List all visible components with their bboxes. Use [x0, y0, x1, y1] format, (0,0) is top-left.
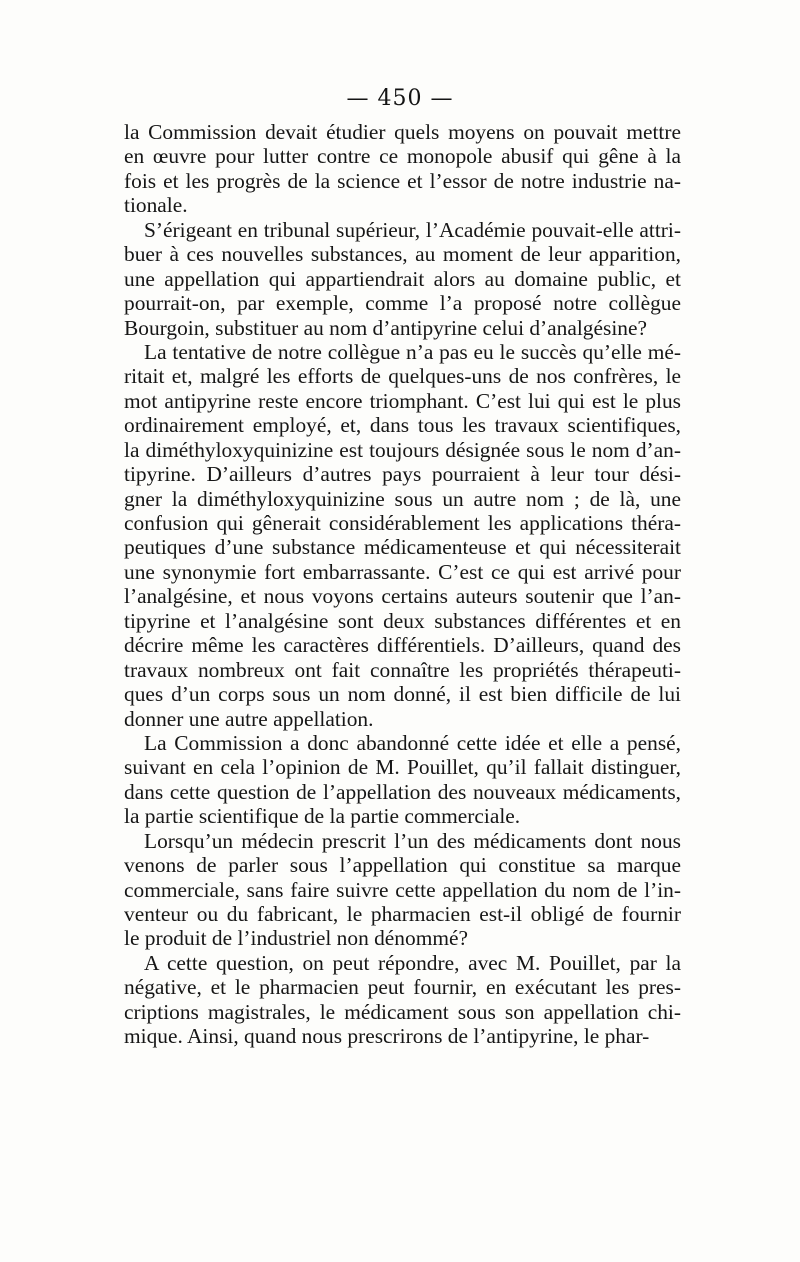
text-line: pourrait-on, par exemple, comme l’a proposé notre collègue [124, 291, 681, 316]
paragraph-p6 [124, 951, 681, 1049]
text-line: suivant en cela l’opinion de M. Pouillet, qu’il fallait distinguer, [124, 755, 681, 780]
text-line: dans cette question de l’appellation des nouveaux médicaments, [124, 779, 681, 804]
text-line: décrire même les caractères différentiels. D’ailleurs, quand des [124, 633, 681, 658]
text-line: buer à ces nouvelles substances, au moment de leur apparition, [124, 242, 681, 267]
text-line: mot antipyrine reste encore triomphant. C’est lui qui est le plus [124, 388, 681, 413]
paragraph-p3 [124, 340, 681, 731]
text-line: La tentative de notre collègue n’a pas eu le succès qu’elle mé- [144, 339, 681, 364]
text-line: peutiques d’une substance médicamenteuse et qui nécessiterait [124, 535, 681, 560]
text-line: donner une autre appellation. [124, 706, 374, 731]
text-line: tipyrine. D’ailleurs d’autres pays pourraient à leur tour dési- [124, 462, 681, 487]
text-line: la diméthyloxyquinizine est toujours désignée sous le nom d’an- [124, 437, 681, 462]
text-line: La Commission a donc abandonné cette idée et elle a pensé, [144, 730, 681, 755]
text-line: venons de parler sous l’appellation qui constitue sa marque [124, 853, 681, 878]
text-line: tipyrine et l’analgésine sont deux substances différentes et en [124, 608, 681, 633]
text-line: une appellation qui appartiendrait alors au domaine public, et [124, 266, 681, 291]
paragraph-p2 [124, 218, 681, 340]
text-line: ordinairement employé, et, dans tous les travaux scientifiques, [124, 413, 681, 438]
paragraph-p1 [124, 120, 681, 218]
text-line: ritait et, malgré les efforts de quelques-uns de nos confrères, le [124, 364, 681, 389]
text-line: A cette question, on peut répondre, avec M. Pouillet, par la [144, 950, 681, 975]
text-line: tionale. [124, 193, 188, 218]
text-line: gner la diméthyloxyquinizine sous un autre nom ; de là, une [124, 486, 681, 511]
text-line: en œuvre pour lutter contre ce monopole abusif qui gêne à la [124, 144, 681, 169]
paragraph-p4 [124, 731, 681, 829]
text-line: venteur ou du fabricant, le pharmacien est-il obligé de fournir [124, 902, 681, 926]
text-line: la Commission devait étudier quels moyens on pouvait mettre [124, 120, 681, 144]
text-line: confusion qui gênerait considérablement les applications théra- [124, 511, 681, 535]
text-line: travaux nombreux ont fait connaître les propriétés thérapeuti- [124, 657, 681, 682]
text-line: la partie scientifique de la partie commerciale. [124, 804, 521, 829]
text-line: le produit de l’industriel non dénommé? [124, 926, 468, 951]
page-number-header: — 450 — [346, 86, 454, 111]
text-line: Lorsqu’un médecin prescrit l’un des médicaments dont nous [144, 828, 681, 853]
text-line: S’érigeant en tribunal supérieur, l’Académie pouvait-elle attri- [144, 217, 681, 242]
text-line: une synonymie fort embarrassante. C’est ce qui est arrivé pour [124, 559, 681, 584]
text-line: l’analgésine, et nous voyons certains auteurs soutenir que l’an- [124, 584, 681, 609]
text-line: fois et les progrès de la science et l’essor de notre industrie na- [124, 168, 681, 193]
text-line: Bourgoin, substituer au nom d’antipyrine celui d’analgésine? [124, 315, 647, 340]
paragraph-p5 [124, 829, 681, 951]
body-text [124, 120, 681, 1049]
text-line: commerciale, sans faire suivre cette appellation du nom de l’in- [124, 877, 681, 902]
text-line: ques d’un corps sous un nom donné, il est bien difficile de lui [124, 682, 681, 707]
text-line: criptions magistrales, le médicament sous son appellation chi- [124, 999, 681, 1024]
text-line: négative, et le pharmacien peut fournir, en exécutant les pres- [124, 975, 681, 1000]
text-line: mique. Ainsi, quand nous prescrirons de l’antipyrine, le phar- [124, 1024, 650, 1049]
